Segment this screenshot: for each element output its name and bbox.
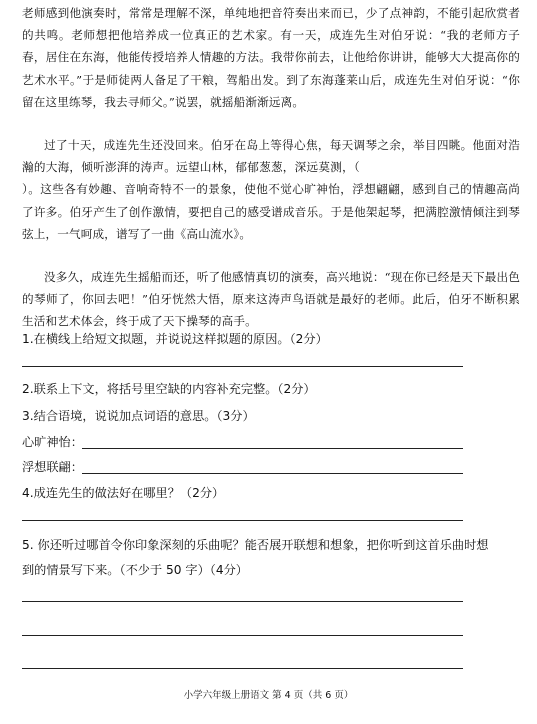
answer-line-q3-word1[interactable] [82,448,463,449]
story-paragraph-2 [22,134,520,245]
answer-line-q5-2[interactable] [22,635,463,636]
story-paragraph-3-text: 没多久，成连先生摇船而还，听了他感情真切的演奏，高兴地说：“现在你已经是天下最出色的琴师了，你回去吧！”伯牙恍然大悟，原来这涛声鸟语就是最好的老师。此后，伯牙不断积累生活和艺术体会，终于成了天下操琴的高手。 [22,270,520,329]
answer-line-q4[interactable] [22,520,463,521]
question-1: 1.在横线上给短文拟题，并说说这样拟题的原因。（2分） [22,332,328,346]
question-3: 3.结合语境，说说加点词语的意思。（3分） [22,409,255,423]
q3-word-label-2: 浮想联翩： [22,460,83,474]
question-2: 2.联系上下文，将括号里空缺的内容补充完整。（2分） [22,382,316,396]
story-paragraph-3 [22,266,520,333]
story-paragraph-2-part-b: ）。这些各有妙趣、音响奇特不一的景象，使他不觉心旷神怡，浮想翩翩，感到自己的情趣高尚了许多。伯牙产生了创作激情，要把自己的感受谱成音乐。于是他架起琴，把满腔激情倾注到琴弦上，一气呵成，谱写了一曲《高山流水》。 [22,182,520,241]
page-footer: 小学六年级上册语文 第 4 页（共 6 页） [183,690,354,701]
question-4: 4.成连先生的做法好在哪里？（2分） [22,486,225,500]
answer-line-q5-1[interactable] [22,601,463,602]
q3-word-label-1: 心旷神怡： [22,435,83,449]
answer-line-q3-word2[interactable] [82,473,463,474]
story-paragraph-2-part-a: 过了十天，成连先生还没回来。伯牙在岛上等得心焦，每天调琴之余，举目四眺。他面对浩瀚的大海，倾听澎湃的涛声。远望山林，郁郁葱葱，深远莫测，（ [22,138,520,175]
question-5: 5. 你还听过哪首令你印象深刻的乐曲呢？能否展开联想和想象，把你听到这首乐曲时想到的情景写下来。（不少于 50 字）（4分） [22,538,489,577]
story-paragraph-1: 老师感到他演奏时，常常是理解不深，单纯地把音符奏出来而已，少了点神韵，不能引起欣赏者的共鸣。老师想把他培养成一位真正的艺术家。有一天，成连先生对伯牙说：“我的老师方子春，居住在东海，他能传授培养人情趣的方法。我带你前去，让他给你讲讲，能够大大提高你的艺术水平。”于是师徒两人备足了干粮，驾船出发。到了东海蓬莱山后，成连先生对伯牙说：“你留在这里练琴，我去寻师父。”说罢，就摇船渐渐远离。 [22,6,520,109]
answer-line-q5-3[interactable] [22,668,463,669]
answer-line-q1[interactable] [22,366,463,367]
